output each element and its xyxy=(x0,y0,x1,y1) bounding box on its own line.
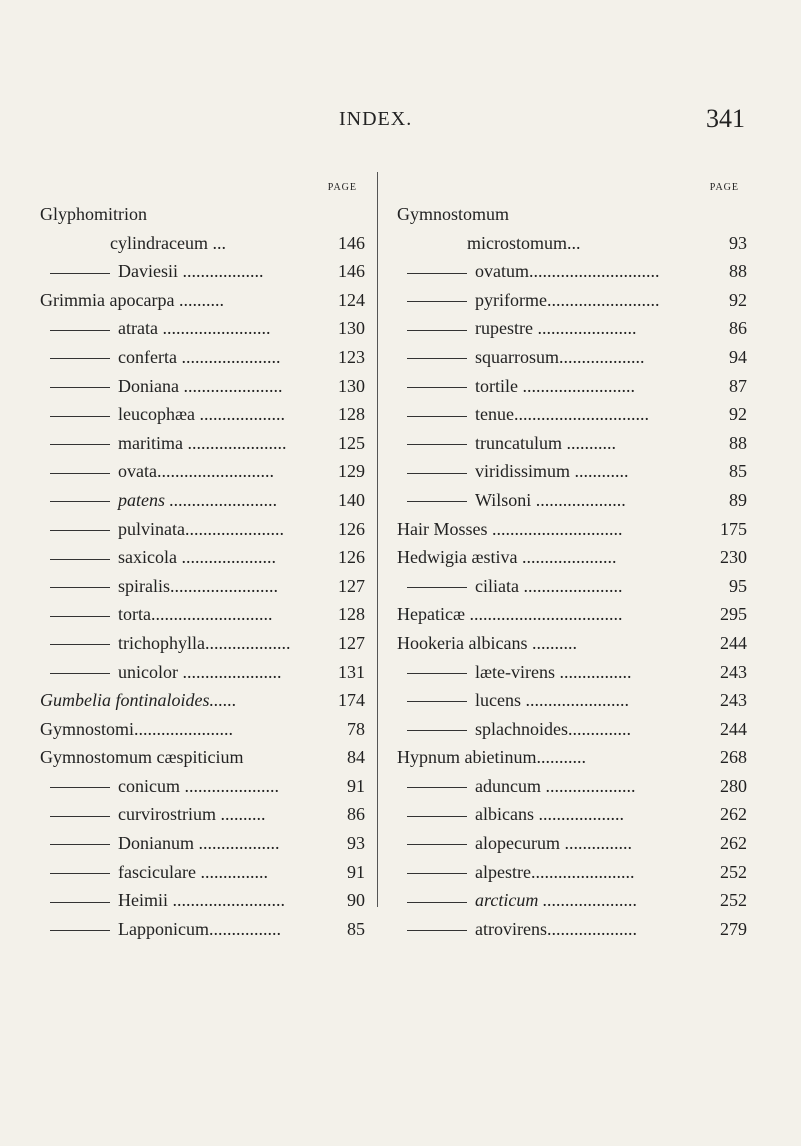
entry-name: rupestre ...................... xyxy=(475,318,637,339)
index-entry-term xyxy=(40,515,323,544)
index-column-left xyxy=(40,178,365,943)
index-entry xyxy=(40,629,365,658)
entry-name: tenue.............................. xyxy=(475,404,649,425)
entry-page-number: 128 xyxy=(338,604,365,625)
index-entry-term xyxy=(397,886,705,915)
index-entry-term xyxy=(40,429,323,458)
ditto-dash xyxy=(407,816,467,817)
entry-name: Daviesii .................. xyxy=(118,261,264,282)
entry-name: spiralis........................ xyxy=(118,575,278,596)
ditto-dash xyxy=(407,416,467,417)
index-entry-term xyxy=(40,200,323,229)
entry-name: maritima ...................... xyxy=(118,432,287,453)
ditto-dash xyxy=(407,387,467,388)
index-entry-term xyxy=(397,543,705,572)
ditto-dash xyxy=(50,473,110,474)
column-divider xyxy=(377,172,378,907)
entry-name: atrovirens.................... xyxy=(475,918,637,939)
index-entry xyxy=(397,772,747,801)
index-entry xyxy=(397,915,747,944)
index-entry xyxy=(397,343,747,372)
index-entry-term xyxy=(40,915,323,944)
entry-page-number: 126 xyxy=(338,547,365,568)
entry-page-number: 130 xyxy=(338,318,365,339)
entry-page-number: 85 xyxy=(729,461,747,482)
index-entry-term xyxy=(40,600,323,629)
entry-page-number: 244 xyxy=(720,632,747,653)
index-entry xyxy=(40,658,365,687)
ditto-dash xyxy=(50,616,110,617)
entry-page-number: 78 xyxy=(347,718,365,739)
index-entry-term xyxy=(397,314,705,343)
entry-name: trichophylla................... xyxy=(118,632,291,653)
index-entry xyxy=(397,572,747,601)
index-entry-term xyxy=(40,886,323,915)
index-entry-term xyxy=(397,200,705,229)
index-entry xyxy=(40,886,365,915)
index-entry xyxy=(397,543,747,572)
index-entry-term xyxy=(397,400,705,429)
index-entry xyxy=(397,372,747,401)
index-entry-term xyxy=(397,343,705,372)
index-entry xyxy=(40,572,365,601)
page-number: 341 xyxy=(706,104,745,133)
entry-page-number: 86 xyxy=(347,804,365,825)
entry-name: viridissimum ............ xyxy=(475,461,629,482)
entry-name: lucens ....................... xyxy=(475,690,629,711)
index-entry xyxy=(40,715,365,744)
index-entry xyxy=(397,515,747,544)
ditto-dash xyxy=(407,358,467,359)
index-entry xyxy=(397,400,747,429)
entry-name: cylindraceum ... xyxy=(110,232,226,253)
entry-name: saxicola ..................... xyxy=(118,547,276,568)
entry-page-number: 130 xyxy=(338,375,365,396)
index-entry xyxy=(397,257,747,286)
entry-name: Gymnostomum cæspiticium xyxy=(40,747,244,768)
index-column-right xyxy=(397,178,747,943)
ditto-dash xyxy=(50,273,110,274)
entry-name: Hypnum abietinum........... xyxy=(397,747,586,768)
ditto-dash xyxy=(50,330,110,331)
index-entry xyxy=(397,686,747,715)
entry-page-number: 127 xyxy=(338,575,365,596)
entry-name: Hepaticæ .................................. xyxy=(397,604,623,625)
index-entry-term xyxy=(40,372,323,401)
ditto-dash xyxy=(407,587,467,588)
index-entry-term xyxy=(397,515,705,544)
index-entry-term xyxy=(397,486,705,515)
ditto-dash xyxy=(50,644,110,645)
entry-page-number: 93 xyxy=(729,232,747,253)
ditto-dash xyxy=(50,387,110,388)
index-entry xyxy=(397,429,747,458)
entry-page-number: 92 xyxy=(729,289,747,310)
entry-name: tortile ......................... xyxy=(475,375,635,396)
index-list-left xyxy=(40,200,365,943)
entry-page-number: 268 xyxy=(720,747,747,768)
entry-name: leucophæa ................... xyxy=(118,404,285,425)
index-entry xyxy=(40,772,365,801)
index-entry-term xyxy=(40,229,323,258)
index-entry xyxy=(40,686,365,715)
entry-page-number: 85 xyxy=(347,918,365,939)
entry-name: conferta ...................... xyxy=(118,346,281,367)
entry-name: pyriforme......................... xyxy=(475,289,660,310)
index-entry xyxy=(40,400,365,429)
ditto-dash xyxy=(50,902,110,903)
index-entry-term xyxy=(40,829,323,858)
ditto-dash xyxy=(50,844,110,845)
index-entry-term xyxy=(397,457,705,486)
entry-page-number: 93 xyxy=(347,833,365,854)
entry-page-number: 92 xyxy=(729,404,747,425)
entry-name: Gymnostomi...................... xyxy=(40,718,234,739)
index-entry xyxy=(40,858,365,887)
entry-page-number: 91 xyxy=(347,861,365,882)
entry-page-number: 88 xyxy=(729,432,747,453)
entry-name: alopecurum ............... xyxy=(475,833,632,854)
index-entry-term xyxy=(397,858,705,887)
ditto-dash xyxy=(50,530,110,531)
index-entry-term xyxy=(40,400,323,429)
index-entry xyxy=(40,314,365,343)
index-entry xyxy=(40,257,365,286)
index-entry xyxy=(397,743,747,772)
index-entry xyxy=(397,600,747,629)
index-entry-term xyxy=(40,486,323,515)
entry-page-number: 243 xyxy=(720,690,747,711)
entry-name: microstomum... xyxy=(467,232,581,253)
index-entry xyxy=(40,915,365,944)
index-entry xyxy=(397,229,747,258)
entry-name: alpestre....................... xyxy=(475,861,635,882)
entry-name: arcticum ..................... xyxy=(475,890,638,911)
index-entry xyxy=(40,743,365,772)
entry-page-number: 86 xyxy=(729,318,747,339)
index-entry xyxy=(40,600,365,629)
ditto-dash xyxy=(407,501,467,502)
index-entry-term xyxy=(397,600,705,629)
entry-page-number: 262 xyxy=(720,804,747,825)
index-entry xyxy=(40,429,365,458)
index-entry xyxy=(397,886,747,915)
index-entry xyxy=(40,372,365,401)
index-list-right xyxy=(397,200,747,943)
ditto-dash xyxy=(50,816,110,817)
page-header xyxy=(0,100,801,133)
entry-page-number: 244 xyxy=(720,718,747,739)
index-entry-term xyxy=(397,229,705,258)
entry-page-number: 295 xyxy=(720,604,747,625)
index-entry xyxy=(40,515,365,544)
entry-name: Glyphomitrion xyxy=(40,204,147,224)
entry-name: ovatum............................. xyxy=(475,261,660,282)
entry-name: læte-virens ................ xyxy=(475,661,632,682)
index-entry-term xyxy=(397,829,705,858)
entry-name: Doniana ...................... xyxy=(118,375,283,396)
index-entry-term xyxy=(397,629,705,658)
entry-page-number: 230 xyxy=(720,547,747,568)
index-entry xyxy=(40,457,365,486)
entry-page-number: 84 xyxy=(347,747,365,768)
index-entry xyxy=(40,486,365,515)
ditto-dash xyxy=(50,587,110,588)
index-entry-term xyxy=(40,658,323,687)
entry-page-number: 127 xyxy=(338,632,365,653)
entry-page-number: 87 xyxy=(729,375,747,396)
index-entry xyxy=(40,343,365,372)
index-entry xyxy=(397,486,747,515)
index-entry xyxy=(40,286,365,315)
index-entry xyxy=(40,200,365,229)
index-entry-term xyxy=(397,686,705,715)
index-entry xyxy=(397,715,747,744)
entry-page-number: 243 xyxy=(720,661,747,682)
index-entry-term xyxy=(40,858,323,887)
entry-name: Wilsoni .................... xyxy=(475,489,626,510)
ditto-dash xyxy=(407,930,467,931)
ditto-dash xyxy=(50,787,110,788)
index-entry xyxy=(397,286,747,315)
index-entry-term xyxy=(40,543,323,572)
entry-page-number: 146 xyxy=(338,261,365,282)
ditto-dash xyxy=(50,873,110,874)
entry-name: Donianum .................. xyxy=(118,833,280,854)
index-entry xyxy=(397,658,747,687)
index-entry-term xyxy=(40,743,323,772)
entry-name: ciliata ...................... xyxy=(475,575,623,596)
index-entry-term xyxy=(40,343,323,372)
page-column-label: PAGE xyxy=(327,182,357,193)
entry-name: albicans ................... xyxy=(475,804,624,825)
ditto-dash xyxy=(50,501,110,502)
ditto-dash xyxy=(407,301,467,302)
index-entry xyxy=(397,314,747,343)
entry-name: squarrosum................... xyxy=(475,346,645,367)
entry-page-number: 146 xyxy=(338,232,365,253)
index-entry-term xyxy=(40,715,323,744)
entry-name: Gymnostomum xyxy=(397,204,510,224)
index-entry-term xyxy=(397,572,705,601)
ditto-dash xyxy=(407,473,467,474)
ditto-dash xyxy=(407,873,467,874)
index-entry-term xyxy=(40,800,323,829)
entry-name: Hookeria albicans .......... xyxy=(397,632,577,653)
index-entry-term xyxy=(40,314,323,343)
ditto-dash xyxy=(407,273,467,274)
entry-page-number: 280 xyxy=(720,775,747,796)
ditto-dash xyxy=(50,559,110,560)
index-entry-term xyxy=(40,629,323,658)
entry-name: Heimii ......................... xyxy=(118,890,285,911)
ditto-dash xyxy=(407,701,467,702)
index-entry xyxy=(397,829,747,858)
entry-name: torta........................... xyxy=(118,604,273,625)
entry-page-number: 126 xyxy=(338,518,365,539)
index-entry xyxy=(397,858,747,887)
entry-name: fasciculare ............... xyxy=(118,861,268,882)
entry-page-number: 123 xyxy=(338,346,365,367)
entry-page-number: 252 xyxy=(720,890,747,911)
entry-page-number: 89 xyxy=(729,489,747,510)
index-entry-term xyxy=(40,457,323,486)
index-entry xyxy=(40,800,365,829)
index-entry-term xyxy=(397,372,705,401)
entry-page-number: 252 xyxy=(720,861,747,882)
ditto-dash xyxy=(50,444,110,445)
index-entry-term xyxy=(40,772,323,801)
ditto-dash xyxy=(407,787,467,788)
entry-page-number: 279 xyxy=(720,918,747,939)
index-entry xyxy=(40,543,365,572)
entry-page-number: 128 xyxy=(338,404,365,425)
ditto-dash xyxy=(50,673,110,674)
index-entry-term xyxy=(397,257,705,286)
index-entry-term xyxy=(397,800,705,829)
entry-page-number: 88 xyxy=(729,261,747,282)
entry-name: Lapponicum................ xyxy=(118,918,281,939)
index-entry-term xyxy=(40,572,323,601)
index-entry xyxy=(397,629,747,658)
entry-page-number: 262 xyxy=(720,833,747,854)
entry-page-number: 140 xyxy=(338,489,365,510)
ditto-dash xyxy=(50,930,110,931)
entry-page-number: 129 xyxy=(338,461,365,482)
ditto-dash xyxy=(407,844,467,845)
entry-name: Hair Mosses ............................. xyxy=(397,518,623,539)
entry-name: ovata.......................... xyxy=(118,461,274,482)
index-entry-term xyxy=(397,772,705,801)
index-entry-term xyxy=(397,743,705,772)
index-entry-term xyxy=(397,429,705,458)
index-entry xyxy=(397,457,747,486)
entry-page-number: 90 xyxy=(347,890,365,911)
entry-name: splachnoides.............. xyxy=(475,718,631,739)
ditto-dash xyxy=(50,358,110,359)
page-title: INDEX. xyxy=(339,108,413,130)
entry-name: aduncum .................... xyxy=(475,775,636,796)
entry-name: conicum ..................... xyxy=(118,775,279,796)
entry-page-number: 175 xyxy=(720,518,747,539)
index-entry-term xyxy=(397,715,705,744)
entry-name: curvirostrium .......... xyxy=(118,804,266,825)
index-entry-term xyxy=(40,286,323,315)
index-entry xyxy=(40,829,365,858)
ditto-dash xyxy=(407,330,467,331)
entry-page-number: 91 xyxy=(347,775,365,796)
page-column-label: PAGE xyxy=(709,182,739,193)
index-entry xyxy=(397,200,747,229)
entry-name: unicolor ...................... xyxy=(118,661,282,682)
index-entry-term xyxy=(397,286,705,315)
entry-page-number: 131 xyxy=(338,661,365,682)
entry-name: Hedwigia æstiva ..................... xyxy=(397,547,617,568)
entry-page-number: 95 xyxy=(729,575,747,596)
ditto-dash xyxy=(407,673,467,674)
ditto-dash xyxy=(407,444,467,445)
index-entry-term xyxy=(397,658,705,687)
index-entry-term xyxy=(397,915,705,944)
ditto-dash xyxy=(407,730,467,731)
entry-page-number: 94 xyxy=(729,346,747,367)
entry-page-number: 174 xyxy=(338,690,365,711)
entry-page-number: 125 xyxy=(338,432,365,453)
ditto-dash xyxy=(407,902,467,903)
index-entry-term xyxy=(40,257,323,286)
entry-name: Grimmia apocarpa .......... xyxy=(40,289,224,310)
ditto-dash xyxy=(50,416,110,417)
entry-name: truncatulum ........... xyxy=(475,432,616,453)
entry-name: atrata ........................ xyxy=(118,318,271,339)
index-entry-term xyxy=(40,686,323,715)
entry-name: patens ........................ xyxy=(118,489,278,510)
entry-name: Gumbelia fontinaloides...... xyxy=(40,690,237,711)
index-entry xyxy=(40,229,365,258)
entry-name: pulvinata...................... xyxy=(118,518,284,539)
index-entry xyxy=(397,800,747,829)
entry-page-number: 124 xyxy=(338,289,365,310)
